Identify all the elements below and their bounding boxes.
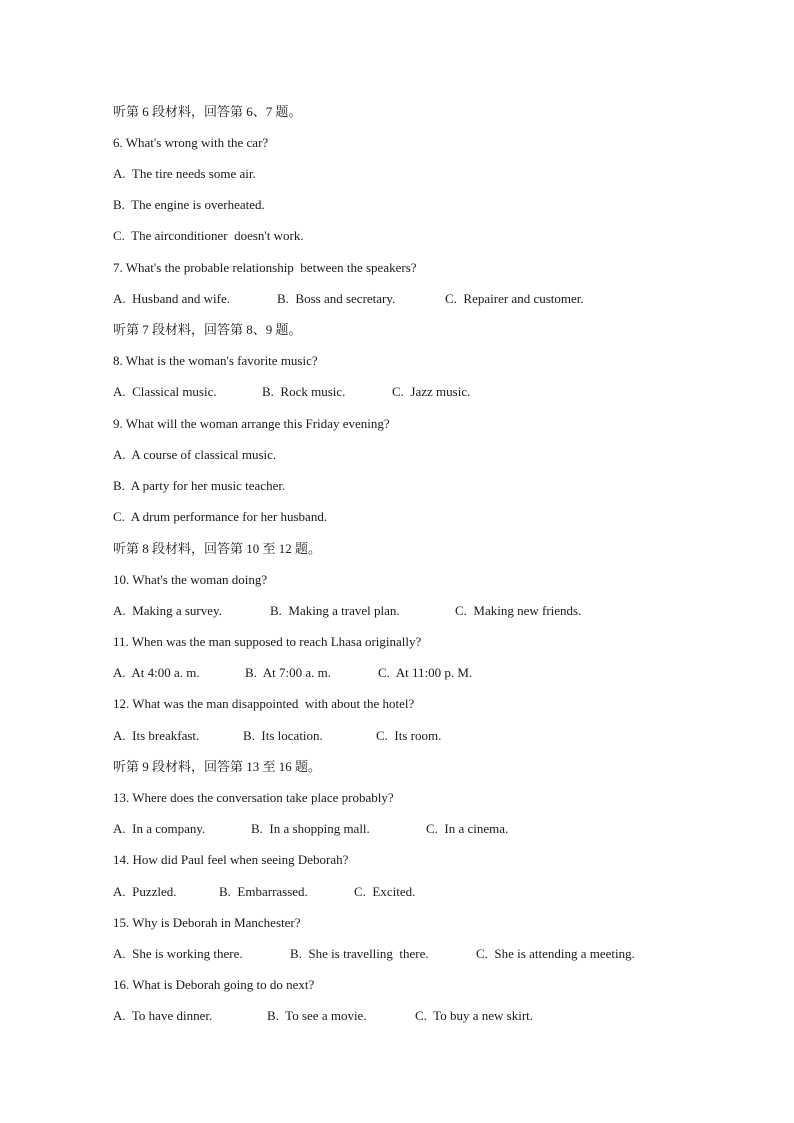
option-9-c: C. A drum performance for her husband.	[113, 509, 328, 524]
section-heading-6: 听第 6 段材料，回答第 6、7 题。	[113, 104, 302, 119]
option-7-c: C. Repairer and customer.	[445, 291, 584, 306]
option-14-a: A. Puzzled.	[113, 884, 177, 899]
option-7-b: B. Boss and secretary.	[277, 291, 396, 306]
question-15: 15. Why is Deborah in Manchester?	[113, 915, 301, 930]
section-heading-8: 听第 8 段材料，回答第 10 至 12 题。	[113, 541, 322, 556]
option-10-c: C. Making new friends.	[455, 603, 582, 618]
question-9: 9. What will the woman arrange this Friday evening?	[113, 416, 390, 431]
option-16-a: A. To have dinner.	[113, 1008, 213, 1023]
question-10: 10. What's the woman doing?	[113, 572, 268, 587]
option-14-c: C. Excited.	[354, 884, 416, 899]
question-14: 14. How did Paul feel when seeing Deborah?	[113, 852, 349, 867]
section-heading-9: 听第 9 段材料，回答第 13 至 16 题。	[113, 759, 322, 774]
option-12-c: C. Its room.	[376, 728, 442, 743]
option-16-b: B. To see a movie.	[267, 1008, 367, 1023]
option-11-b: B. At 7:00 a. m.	[245, 665, 331, 680]
option-11-c: C. At 11:00 p. M.	[378, 665, 473, 680]
option-10-b: B. Making a travel plan.	[270, 603, 400, 618]
question-11: 11. When was the man supposed to reach Lhasa originally?	[113, 634, 422, 649]
option-16-c: C. To buy a new skirt.	[415, 1008, 534, 1023]
option-15-b: B. She is travelling there.	[290, 946, 429, 961]
question-13: 13. Where does the conversation take place probably?	[113, 790, 394, 805]
option-12-a: A. Its breakfast.	[113, 728, 200, 743]
section-heading-7: 听第 7 段材料，回答第 8、9 题。	[113, 322, 302, 337]
option-10-a: A. Making a survey.	[113, 603, 222, 618]
option-6-b: B. The engine is overheated.	[113, 197, 265, 212]
option-6-a: A. The tire needs some air.	[113, 166, 256, 181]
question-16: 16. What is Deborah going to do next?	[113, 977, 315, 992]
option-15-c: C. She is attending a meeting.	[476, 946, 635, 961]
option-11-a: A. At 4:00 a. m.	[113, 665, 200, 680]
option-9-a: A. A course of classical music.	[113, 447, 277, 462]
option-7-a: A. Husband and wife.	[113, 291, 230, 306]
option-8-a: A. Classical music.	[113, 384, 217, 399]
question-7: 7. What's the probable relationship between the speakers?	[113, 260, 417, 275]
question-12: 12. What was the man disappointed with about the hotel?	[113, 696, 415, 711]
option-9-b: B. A party for her music teacher.	[113, 478, 286, 493]
option-8-c: C. Jazz music.	[392, 384, 471, 399]
question-8: 8. What is the woman's favorite music?	[113, 353, 318, 368]
option-15-a: A. She is working there.	[113, 946, 243, 961]
option-13-b: B. In a shopping mall.	[251, 821, 370, 836]
option-6-c: C. The airconditioner doesn't work.	[113, 228, 304, 243]
option-13-a: A. In a company.	[113, 821, 206, 836]
option-12-b: B. Its location.	[243, 728, 323, 743]
option-8-b: B. Rock music.	[262, 384, 346, 399]
question-6: 6. What's wrong with the car?	[113, 135, 269, 150]
option-14-b: B. Embarrassed.	[219, 884, 308, 899]
option-13-c: C. In a cinema.	[426, 821, 509, 836]
